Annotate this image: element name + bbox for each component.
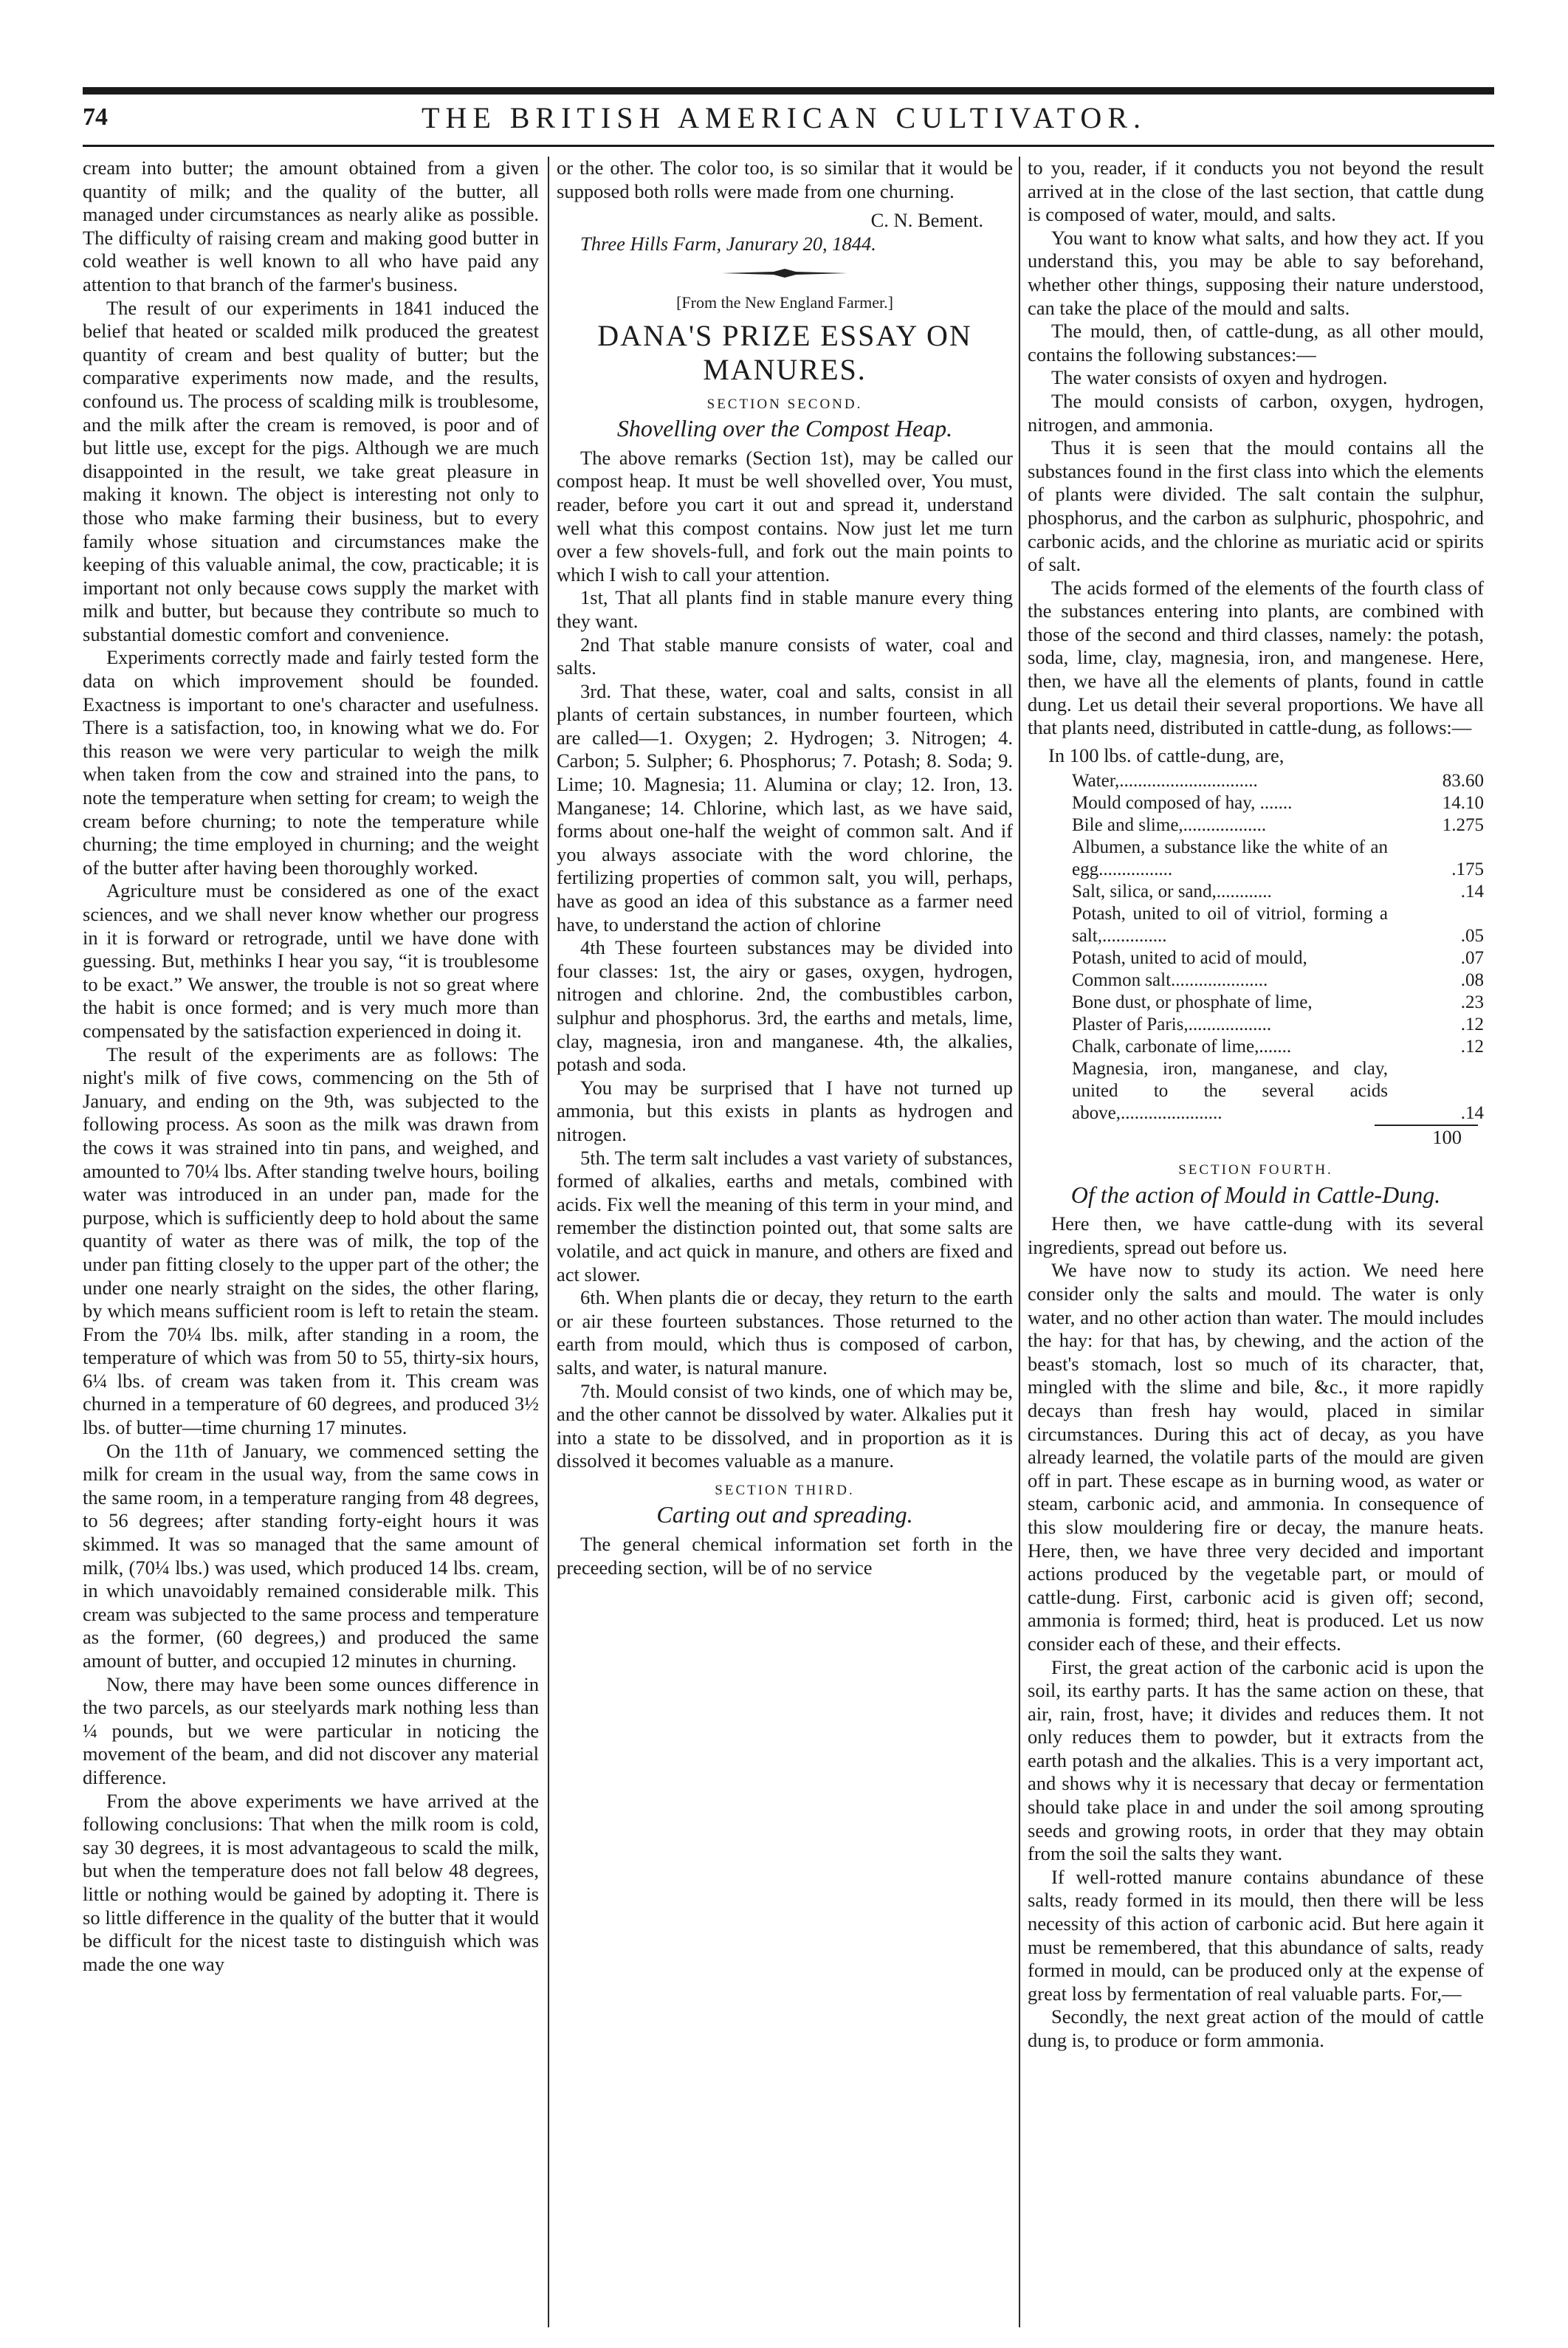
table-cell-value: .14 bbox=[1460, 882, 1484, 902]
article-paragraph: The water consists of oxyen and hydrogen. bbox=[1051, 366, 1388, 389]
article-paragraph: The result of the experiments are as follows: The night's milk of five cows, commencing on the 5th of January, and ending on the 9th, was subjected to the following process. As soon as the milk was drawn from the cows it was strained into tin pans, and weighed, and amounted to 70¼ lbs. After standing twelve hours, boiling water was introduced in an under pan, made for the purpose, which is sufficiently deep to hold about the same quantity of water as there was of milk, the top of the under pan fitting closely to the upper part of the other; the under one nearly straight on the sides, the other flaring, by which means sufficient room is left to retain the steam. From the 70¼ lbs. milk, after standing in a room, the temperature of which was from 50 to 55, thirty-six hours, 6¼ lbs. of cream was taken from it. This cream was churned in a temperature of 60 degrees, and produced 3½ lbs. of butter—time churning 17 minutes. bbox=[83, 1043, 539, 1439]
section-title: Shovelling over the Compost Heap. bbox=[616, 415, 953, 442]
column-2 bbox=[557, 157, 1013, 2327]
table-row bbox=[1028, 969, 1484, 992]
table-cell-item: Mould composed of hay, ....... bbox=[1072, 793, 1293, 814]
table-cell-value: 14.10 bbox=[1442, 793, 1484, 814]
table-cell-item: Bone dust, or phosphate of lime, bbox=[1072, 992, 1313, 1013]
section-title: Of the action of Mould in Cattle-Dung. bbox=[1070, 1181, 1441, 1208]
table-cell-value: .07 bbox=[1460, 948, 1484, 969]
author-signature: C. N. Bement. bbox=[870, 209, 983, 232]
column-divider bbox=[548, 157, 549, 2327]
table-cell-value: .08 bbox=[1460, 970, 1484, 991]
table-row bbox=[1028, 992, 1484, 1014]
source-note: [From the New England Farmer.] bbox=[676, 292, 893, 312]
table-cell-item: Bile and slime,.................. bbox=[1072, 815, 1267, 836]
table-cell-item: Common salt..................... bbox=[1072, 970, 1268, 991]
table-cell-value: .23 bbox=[1460, 992, 1484, 1013]
page-number: 74 bbox=[83, 103, 108, 131]
article-paragraph: We have now to study its action. We need here consider only the salts and mould. The water is only water, and no other action than water. The mould includes the hay: for that has, by chewing, and the action of the beast's stomach, lost so much of its character, that, mingled with the slime and bile, &c., it more rapidly decays than fresh hay would, placed in similar circumstances. During this act of decay, as you have already learned, the volatile parts of the mould are given off in part. These escape as in burning wood, as water or steam, carbonic acid, and ammonia. In consequence of this slow mouldering fire or decay, the manure heats. Here, then, we have three very decided and important actions produced by the vegetable part, or mould of cattle-dung. First, carbonic acid is given off; second, ammonia is formed; third, heat is produced. Let us now consider each of these, and their effects. bbox=[1028, 1259, 1484, 1655]
section-label: SECTION FOURTH. bbox=[1178, 1162, 1333, 1178]
table-cell-value: .12 bbox=[1460, 1015, 1484, 1035]
article-paragraph: to you, reader, if it conducts you not beyond the result arrived at in the close of the last section, that cattle dung is composed of water, mould, and salts. bbox=[1028, 157, 1484, 226]
section-label: SECTION SECOND. bbox=[706, 396, 863, 412]
table-cell-value: .175 bbox=[1451, 859, 1484, 880]
article-paragraph: The mould consists of carbon, oxygen, hydrogen, nitrogen, and ammonia. bbox=[1028, 389, 1484, 436]
table-cell-item: Water,.............................. bbox=[1072, 771, 1258, 792]
cattle-dung-composition-table bbox=[1028, 770, 1484, 1125]
article-paragraph: First, the great action of the carbonic acid is upon the soil, its earthy parts. It has the same action on these, that air, rain, frost, have; it divides and reduces them. It not only reduces them to powder, but it extracts from the earth potash and the alkalies. This is a very important act, and shows why it is necessary that decay or fermentation should take place in and under the soil among sprouting seeds and growing roots, in order that they may obtain from the soil the salts they want. bbox=[1028, 1655, 1484, 1865]
table-cell-value: .05 bbox=[1460, 926, 1484, 947]
article-paragraph: From the above experiments we have arrived at the following conclusions: That when the milk room is cold, say 30 degrees, it is most advantageous to scald the milk, but when the temperature does not fall below 48 degrees, little or nothing would be gained by adopting it. There is so little difference in the quality of the butter that it would be difficult for the nicest taste to distinguish which was made the one way bbox=[83, 1789, 539, 1975]
column-3 bbox=[1028, 157, 1484, 2327]
article-paragraph: 4th These fourteen substances may be divided into four classes: 1st, the airy or gases, oxygen, hydrogen, nitrogen and chlorine. 2nd, the combustibles carbon, sulphur and phosphorus. 3rd, the earths and metals, lime, clay, magnesia, iron and manganese. 4th, the alkalies, potash and soda. bbox=[557, 936, 1013, 1076]
table-row bbox=[1028, 1036, 1484, 1058]
table-row bbox=[1028, 814, 1484, 837]
article-paragraph: Thus it is seen that the mould contains all the substances found in the first class into which the elements of plants were divided. The salt contain the sulphur, phosphorus, and the carbon as sulphuric, phospohric, and carbonic acids, and the chlorine as muriatic acid or spirits of salt. bbox=[1028, 436, 1484, 576]
article-paragraph: 1st, That all plants find in stable manure every thing they want. bbox=[557, 586, 1013, 632]
article-paragraph: Experiments correctly made and fairly tested form the data on which improvement should be founded. Exactness is important to one's character and usefulness. There is a satisfaction, too, in knowing what we do. For this reason we were very particular to weigh the milk when taken from the cow and strained into the pans, to note the temperature when setting for cream; to weigh the cream before churning; to note the temperature while churning; the time employed in churning; and the weight of the butter after having been thoroughly worked. bbox=[83, 646, 539, 879]
table-cell-value: 83.60 bbox=[1442, 771, 1484, 792]
table-row bbox=[1028, 1014, 1484, 1036]
article-paragraph: The above remarks (Section 1st), may be called our compost heap. It must be well shovelled over, You must, reader, before you cart it out and spread it, understand well what this compost contains. Now just let me turn over a few shovels-full, and fork out the main points to which I wish to call your attention. bbox=[557, 446, 1013, 586]
column-1 bbox=[83, 157, 539, 2327]
article-paragraph: The mould, then, of cattle-dung, as all other mould, contains the following substances:— bbox=[1028, 320, 1484, 365]
article-paragraph: Here then, we have cattle-dung with its several ingredients, spread out before us. bbox=[1028, 1212, 1484, 1258]
essay-title: DANA'S PRIZE ESSAY ON MANURES. bbox=[597, 318, 972, 386]
table-cell-item: Albumen, a substance like the white of an egg................ bbox=[1072, 837, 1388, 880]
article-paragraph: 3rd. That these, water, coal and salts, consist in all plants of certain substances, in number fourteen, which are called—1. Oxygen; 2. Hydrogen; 3. Nitrogen; 4. Carbon; 5. Sulpher; 6. Phosphorus; 7. Potash; 8. Soda; 9. Lime; 10. Magnesia; 11. Alumina or clay; 12. Iron, 13. Manganese; 14. Chlorine, which last, as we have said, forms about one-half the weight of common salt. And if you always associate with the word chlorine, the fertilizing properties of common salt, you will, perhaps, have as good an idea of this substance as a farmer need have, to understand the action of chlorine bbox=[557, 679, 1013, 936]
table-cell-item: Potash, united to acid of mould, bbox=[1072, 948, 1307, 969]
table-cell-item: Magnesia, iron, manganese, and clay, united to the several acids above,...................... bbox=[1072, 1059, 1388, 1124]
table-row bbox=[1028, 770, 1484, 792]
article-paragraph: You want to know what salts, and how they act. If you understand this, you may be able to say beforehand, whether other things, supposing their nature understood, can take the place of the mould and salts. bbox=[1028, 226, 1484, 319]
article-paragraph: On the 11th of January, we commenced setting the milk for cream in the usual way, from the same cows in the same room, in a temperature ranging from 48 degrees, to 56 degrees; after standing forty-eight hours it was skimmed. It was so managed that the same amount of milk, (70¼ lbs.) was used, which produced 14 lbs. cream, in which unavoidably remained considerable milk. This cream was subjected to the same process and temperature as the former, (60 degrees,) and produced the same amount of butter, and occupied 12 minutes in churning. bbox=[83, 1439, 539, 1672]
article-paragraph: 2nd That stable manure consists of water, coal and salts. bbox=[557, 633, 1013, 679]
article-paragraph: or the other. The color too, is so similar that it would be supposed both rolls were made from one churning. bbox=[557, 157, 1013, 202]
section-title: Carting out and spreading. bbox=[656, 1501, 913, 1528]
table-row bbox=[1028, 947, 1484, 969]
ornament-rule bbox=[557, 260, 1013, 284]
table-cell-item: Chalk, carbonate of lime,....... bbox=[1072, 1037, 1292, 1057]
table-row bbox=[1028, 837, 1484, 881]
table-caption: In 100 lbs. of cattle-dung, are, bbox=[1048, 744, 1285, 766]
article-paragraph: 6th. When plants die or decay, they return to the earth or air these fourteen substances. Those returned to the earth from mould, which thus is composed of carbon, salts, and water, is natural manure. bbox=[557, 1286, 1013, 1379]
section-label: SECTION THIRD. bbox=[715, 1482, 855, 1498]
article-paragraph: cream into butter; the amount obtained from a given quantity of milk; and the quality of the butter, all managed under circumstances as nearly alike as possible. The difficulty of raising cream and making good butter in cold weather is well known to all who have paid any attention to that branch of the farmer's business. bbox=[83, 157, 539, 295]
table-row bbox=[1028, 903, 1484, 947]
table-cell-value: .12 bbox=[1460, 1037, 1484, 1057]
masthead-rule-bottom bbox=[83, 145, 1494, 147]
table-total: 100 bbox=[1432, 1126, 1462, 1149]
article-paragraph: Agriculture must be considered as one of the exact sciences, and we shall never know whether our progress in it is forward or retrograde, until we have done with guessing. But, methinks I hear you say, “it is troublesome to be exact.” We answer, the trouble is not so great where the habit is once formed; and is very much more than compensated by the satisfaction experienced in doing it. bbox=[83, 879, 539, 1042]
table-row bbox=[1028, 1058, 1484, 1125]
table-row bbox=[1028, 792, 1484, 814]
article-paragraph: The acids formed of the elements of the fourth class of the substances entering into plants, are combined with those of the second and third classes, namely: the potash, soda, lime, clay, magnesia, iron, and mangenese. Here, then, we have all the elements of plants, found in cattle dung. Let us detail their several proportions. We have all that plants need, distributed in cattle-dung, as follows:— bbox=[1028, 576, 1484, 739]
article-paragraph: Now, there may have been some ounces difference in the two parcels, as our steelyards mark nothing less than ¼ pounds, but we were particular in noticing the movement of the beam, and did not discover any material difference. bbox=[83, 1672, 539, 1788]
article-paragraph: You may be surprised that I have not turned up ammonia, but this exists in plants as hydrogen and nitrogen. bbox=[557, 1076, 1013, 1145]
table-cell-item: Potash, united to oil of vitriol, forming a salt,.............. bbox=[1072, 904, 1388, 947]
article-paragraph: If well-rotted manure contains abundance of these salts, ready formed in its mould, then there will be less necessity of this action of carbonic acid. But here again it must be remembered, that this abundance of salts, ready formed in mould, can be produced only at the expense of great loss by fermentation of real valuable parts. For,— bbox=[1028, 1865, 1484, 2005]
masthead-rule-top bbox=[83, 87, 1494, 95]
column-divider bbox=[1019, 157, 1020, 2327]
table-row bbox=[1028, 881, 1484, 903]
article-paragraph: 5th. The term salt includes a vast variety of substances, formed of alkalies, earths and metals, combined with acids. Fix well the meaning of this term in your mind, and remember the distinction pointed out, that some salts are volatile, and act quick in manure, and others are fixed and act slower. bbox=[557, 1146, 1013, 1285]
table-cell-value: 1.275 bbox=[1442, 815, 1484, 836]
table-cell-item: Salt, silica, or sand,............ bbox=[1072, 882, 1272, 902]
article-paragraph: 7th. Mould consist of two kinds, one of which may be, and the other cannot be dissolved by water. Alkalies put it into a state to be dissolved, and in proportion as it is dissolved it becomes valuable as a manure. bbox=[557, 1379, 1013, 1472]
article-paragraph: The general chemical information set forth in the preceeding section, will be of no service bbox=[557, 1533, 1013, 1579]
publication-title: THE BRITISH AMERICAN CULTIVATOR. bbox=[422, 101, 1146, 134]
table-cell-value: .14 bbox=[1460, 1103, 1484, 1124]
article-paragraph: Secondly, the next great action of the mould of cattle dung is, to produce or form ammonia. bbox=[1028, 2005, 1484, 2051]
article-paragraph: The result of our experiments in 1841 induced the belief that heated or scalded milk produced the greatest quantity of cream and best quality of butter; but the comparative experiments now made, and the results, confound us. The process of scalding milk is troublesome, and the milk after the cream is removed, is poor and of but little use, except for the pigs. Although we are much disappointed in the result, we take great pleasure in making it known. The object is interesting not only to those who make farming their business, but to every family whose situation and circumstances make the keeping of this valuable animal, the cow, practicable; it is important not only because cows supply the market with milk and butter, but because they contribute so much to substantial domestic comfort and convenience. bbox=[83, 296, 539, 645]
dateline: Three Hills Farm, Janurary 20, 1844. bbox=[580, 232, 876, 255]
table-cell-item: Plaster of Paris,.................. bbox=[1072, 1015, 1272, 1035]
